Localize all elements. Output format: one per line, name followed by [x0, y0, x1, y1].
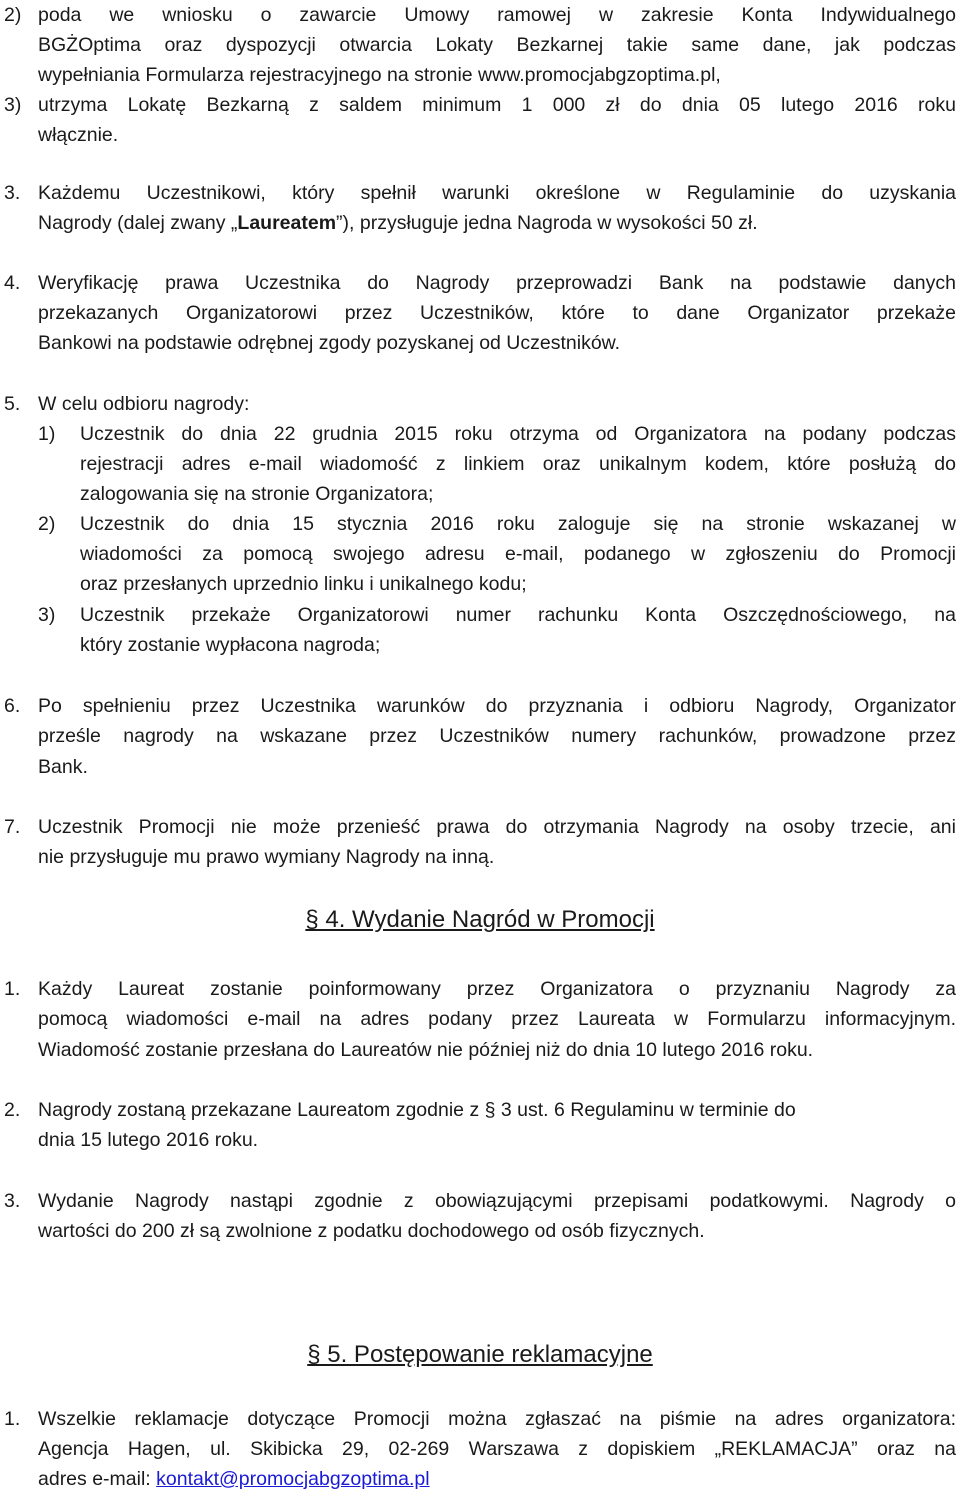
text-line — [0, 1035, 960, 1065]
text-span: pomocą wiadomości e-mail na adres podany przez Laureata w Formularzu informacyjnym. — [38, 1008, 956, 1030]
paragraph-4 — [0, 268, 960, 298]
text-line — [0, 30, 960, 60]
bold-term: Laureatem — [237, 212, 337, 234]
text-line — [0, 842, 960, 872]
paragraph-number: 6. — [4, 695, 21, 717]
text-span: Bankowi na podstawie odrębnej zgody pozyskanej od Uczestników. — [38, 332, 621, 354]
paragraph-s4-3 — [0, 1186, 960, 1216]
list-number: 3) — [4, 94, 22, 116]
paragraph-text: Każdy Laureat zostanie poinformowany przez Organizatora o przyznaniu Nagrody za — [38, 978, 956, 1000]
paragraph-number: 1. — [4, 978, 21, 1000]
list-item — [0, 90, 960, 120]
paragraph-text: Wszelkie reklamacje dotyczące Promocji można zgłaszać na piśmie na adres organizatora: — [38, 1408, 956, 1430]
text-line — [0, 569, 960, 599]
paragraph-s4-1 — [0, 974, 960, 1004]
section-title: § 5. Postępowanie reklamacyjne — [307, 1341, 653, 1368]
text-line — [0, 1125, 960, 1155]
text-span: zalogowania się na stronie Organizatora; — [80, 483, 434, 505]
text-span: Agencja Hagen, ul. Skibicka 29, 02-269 Warszawa z dopiskiem „REKLAMACJA” oraz na — [38, 1438, 956, 1460]
text-span — [38, 208, 956, 238]
paragraph-number: 3. — [4, 1190, 21, 1212]
paragraph-number: 3. — [4, 182, 21, 204]
paragraph-text: Wydanie Nagrody nastąpi zgodnie z obowiązującymi przepisami podatkowymi. Nagrody o — [38, 1190, 956, 1212]
text-line — [0, 1434, 960, 1464]
text-line — [0, 298, 960, 328]
section-heading — [0, 903, 960, 937]
list-text: Uczestnik do dnia 22 grudnia 2015 roku otrzyma od Organizatora na podany podczas — [80, 423, 956, 445]
paragraph-text: Weryfikację prawa Uczestnika do Nagrody przeprowadzi Bank na podstawie danych — [38, 272, 956, 294]
paragraph-number: 2. — [4, 1099, 21, 1121]
paragraph-number: 4. — [4, 272, 21, 294]
text-fragment: adres e-mail: — [38, 1468, 157, 1490]
text-line — [0, 479, 960, 509]
text-line — [0, 1216, 960, 1246]
text-span: oraz przesłanych uprzednio linku i unikalnego kodu; — [80, 573, 527, 595]
text-span: wiadomości za pomocą swojego adresu e-mail, podanego w zgłoszeniu do Promocji — [80, 543, 956, 565]
text-span: nie przysługuje mu prawo wymiany Nagrody na inną. — [38, 846, 495, 868]
text-span: BGŻOptima oraz dyspozycji otwarcia Lokaty Bezkarnej takie same dane, jak podczas — [38, 34, 956, 56]
text-span: dnia 15 lutego 2016 roku. — [38, 1129, 259, 1151]
text-span: wartości do 200 zł są zwolnione z podatku dochodowego od osób fizycznych. — [38, 1220, 705, 1242]
list-number: 3) — [38, 604, 56, 626]
text-line — [0, 721, 960, 751]
paragraph-text: W celu odbioru nagrody: — [38, 393, 250, 415]
paragraph-7 — [0, 812, 960, 842]
list-item — [0, 600, 960, 630]
list-text: Uczestnik przekaże Organizatorowi numer rachunku Konta Oszczędnościowego, na — [80, 604, 956, 626]
paragraph-number: 5. — [4, 393, 21, 415]
text-line — [0, 60, 960, 90]
text-line — [0, 1464, 960, 1494]
text-span: Wiadomość zostanie przesłana do Laureatów nie później niż do dnia 10 lutego 2016 roku. — [38, 1039, 814, 1061]
paragraph-5 — [0, 389, 960, 419]
list-item — [0, 509, 960, 539]
list-text: Uczestnik do dnia 15 stycznia 2016 roku zaloguje się na stronie wskazanej w — [80, 513, 956, 535]
section-title: § 4. Wydanie Nagród w Promocji — [305, 906, 655, 933]
list-text: poda we wniosku o zawarcie Umowy ramowej w zakresie Konta Indywidualnego — [38, 4, 956, 26]
list-number: 2) — [4, 4, 22, 26]
section-heading — [0, 1338, 960, 1372]
paragraph-text: Uczestnik Promocji nie może przenieść prawa do otrzymania Nagrody na osoby trzecie, ani — [38, 816, 956, 838]
text-line — [0, 120, 960, 150]
text-line — [0, 208, 960, 238]
text-span: Bank. — [38, 756, 88, 778]
paragraph-3 — [0, 178, 960, 208]
list-item — [0, 0, 960, 30]
list-item — [0, 419, 960, 449]
paragraph-text: Nagrody zostaną przekazane Laureatom zgodnie z § 3 ust. 6 Regulaminu w terminie do — [38, 1099, 796, 1121]
text-span: włącznie. — [38, 124, 119, 146]
email-link[interactable]: kontakt@promocjabgzoptima.pl — [156, 1468, 430, 1490]
list-number: 1) — [38, 423, 56, 445]
paragraph-text: Każdemu Uczestnikowi, który spełnił warunki określone w Regulaminie do uzyskania — [38, 182, 956, 204]
paragraph-s5-1 — [0, 1404, 960, 1434]
text-line — [0, 630, 960, 660]
text-span: wypełniania Formularza rejestracyjnego na stronie www.promocjabgzoptima.pl, — [38, 64, 721, 86]
text-span: który zostanie wypłacona nagroda; — [80, 634, 381, 656]
paragraph-6 — [0, 691, 960, 721]
list-number: 2) — [38, 513, 56, 535]
text-span: przekazanych Organizatorowi przez Uczestników, które to dane Organizator przekaże — [38, 302, 956, 324]
text-fragment: Nagrody (dalej zwany „ — [38, 212, 238, 234]
text-span — [38, 1464, 956, 1494]
text-line — [0, 539, 960, 569]
paragraph-s4-2 — [0, 1095, 960, 1125]
text-line — [0, 752, 960, 782]
text-line — [0, 328, 960, 358]
text-line — [0, 449, 960, 479]
paragraph-text: Po spełnieniu przez Uczestnika warunków do przyznania i odbioru Nagrody, Organizator — [38, 695, 956, 717]
text-line — [0, 1004, 960, 1034]
text-span: rejestracji adres e-mail wiadomość z linkiem oraz unikalnym kodem, które posłużą do — [80, 453, 956, 475]
paragraph-number: 1. — [4, 1408, 21, 1430]
text-fragment: ”), przysługuje jedna Nagroda w wysokości 50 zł. — [336, 212, 758, 234]
list-text: utrzyma Lokatę Bezkarną z saldem minimum 1 000 zł do dnia 05 lutego 2016 roku — [38, 94, 956, 116]
text-span: prześle nagrody na wskazane przez Uczestników numery rachunków, prowadzone przez — [38, 725, 956, 747]
paragraph-number: 7. — [4, 816, 21, 838]
